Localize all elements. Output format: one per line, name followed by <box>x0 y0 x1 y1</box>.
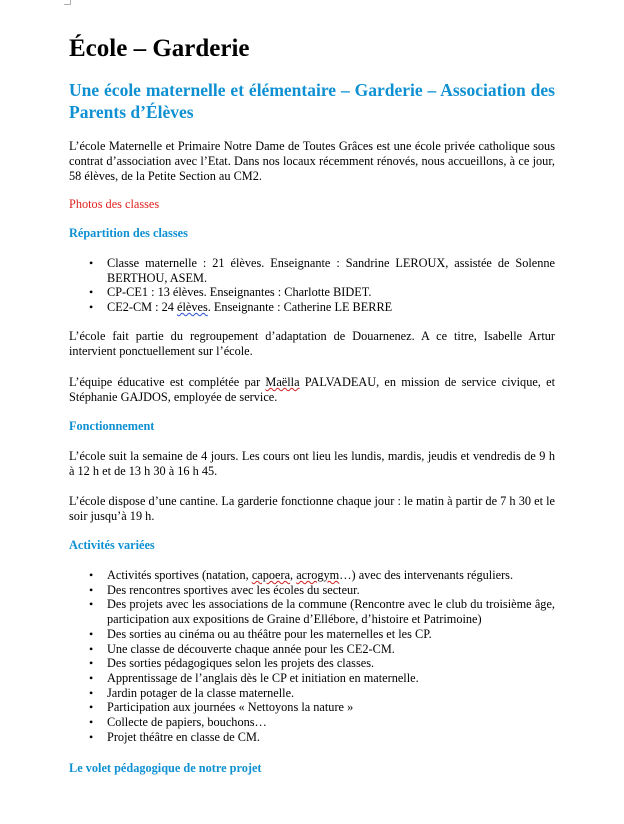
page-corner-mark <box>64 0 71 5</box>
fonctionnement-paragraph-2: L’école dispose d’une cantine. La garderie fonctionne chaque jour : le matin à partir de 7 h 30 et le soir jusqu’à 19 h. <box>69 494 555 523</box>
activites-list <box>69 568 555 744</box>
page-subtitle: Une école maternelle et élémentaire – Garderie – Association des Parents d’Élèves <box>69 80 555 122</box>
list-item: • Des rencontres sportives avec les écoles du secteur. <box>69 583 555 598</box>
list-item: • Apprentissage de l’anglais dès le CP et initiation en maternelle. <box>69 671 555 686</box>
list-item: • Collecte de papiers, bouchons… <box>69 715 555 730</box>
list-item: • Des projets avec les associations de la commune (Rencontre avec le club du troisième âge, participation aux expositions de Graine d’Ellébore, d’histoire et Patrimoine) <box>69 597 555 626</box>
section-heading-fonctionnement: Fonctionnement <box>69 419 155 433</box>
photos-link[interactable]: Photos des classes <box>69 197 160 211</box>
regroupement-paragraph: L’école fait partie du regroupement d’adaptation de Douarnenez. A ce titre, Isabelle Artur intervient ponctuellement sur l’école. <box>69 329 555 358</box>
page-title: École – Garderie <box>69 35 250 62</box>
list-item: • CE2-CM : 24 élèves. Enseignante : Catherine LE BERRE <box>69 300 555 315</box>
list-item: • Participation aux journées « Nettoyons la nature » <box>69 700 555 715</box>
list-item: • Classe maternelle : 21 élèves. Enseignante : Sandrine LEROUX, assistée de Solenne BERTHOU, ASEM. <box>69 256 555 285</box>
section-heading-activites: Activités variées <box>69 538 155 552</box>
list-item: • Une classe de découverte chaque année pour les CE2-CM. <box>69 642 555 657</box>
list-item: • Jardin potager de la classe maternelle. <box>69 686 555 701</box>
list-item: • Des sorties au cinéma ou au théâtre pour les maternelles et les CP. <box>69 627 555 642</box>
list-item: • CP-CE1 : 13 élèves. Enseignantes : Charlotte BIDET. <box>69 285 555 300</box>
section-heading-volet: Le volet pédagogique de notre projet <box>69 761 262 775</box>
list-item: • Activités sportives (natation, capoera, acrogym…) avec des intervenants réguliers. <box>69 568 555 583</box>
equipe-paragraph: L’équipe éducative est complétée par Maëlla PALVADEAU, en mission de service civique, et Stéphanie GAJDOS, employée de service. <box>69 375 555 404</box>
fonctionnement-paragraph-1: L’école suit la semaine de 4 jours. Les cours ont lieu les lundis, mardis, jeudis et vendredis de 9 h à 12 h et de 13 h 30 à 16 h 45. <box>69 449 555 478</box>
intro-paragraph: L’école Maternelle et Primaire Notre Dame de Toutes Grâces est une école privée catholique sous contrat d’association avec l’Etat. Dans nos locaux récemment rénovés, nous accueillons, à ce jour, 58 élèves, de la Petite Section au CM2. <box>69 139 555 183</box>
repartition-list <box>69 256 555 315</box>
list-item: • Projet théâtre en classe de CM. <box>69 730 555 745</box>
section-heading-repartition: Répartition des classes <box>69 226 188 240</box>
list-item: • Des sorties pédagogiques selon les projets des classes. <box>69 656 555 671</box>
